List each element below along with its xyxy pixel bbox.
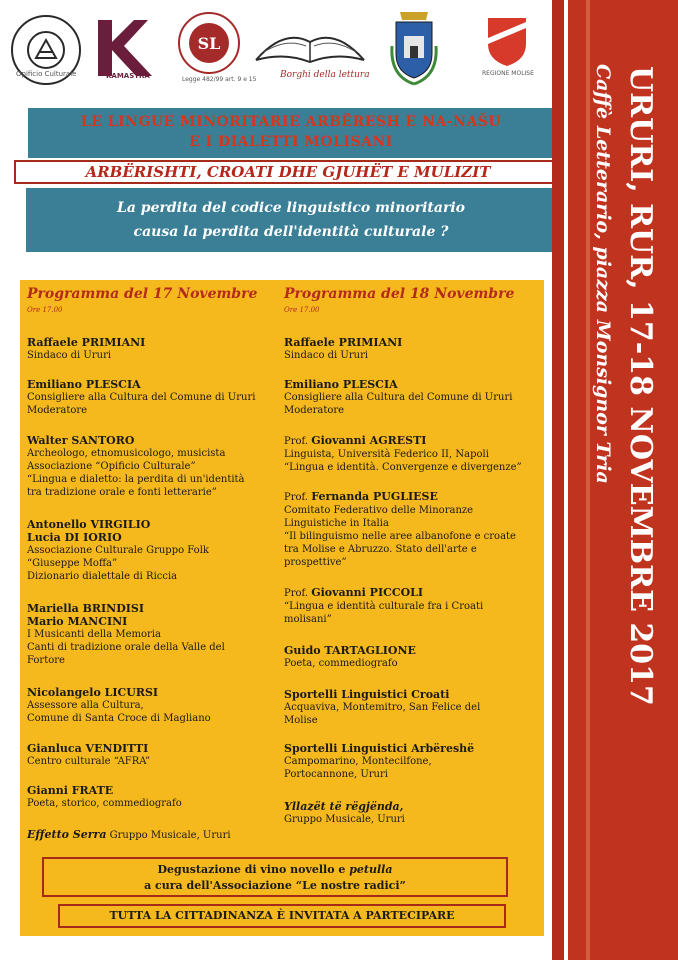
speaker-name: Emiliano PLESCIA xyxy=(27,378,141,391)
day-1-time: Ore 17.00 xyxy=(27,306,63,314)
speaker-name: Raffaele PRIMIANI xyxy=(284,336,403,349)
speaker-role: Linguistiche in Italia xyxy=(284,518,389,529)
talk-title: “Lingua e dialetto: la perdita di un'identità xyxy=(27,474,245,485)
speaker-name: Sportelli Linguistici Croati xyxy=(284,688,450,701)
speaker-name: Mario MANCINI xyxy=(27,615,128,628)
borghi-della-lettura-logo xyxy=(250,18,370,80)
list-item xyxy=(27,686,287,725)
side-date-title: URURI, RUR, 17-18 NOVEMBRE 2017 xyxy=(623,66,658,706)
program-panel xyxy=(20,280,544,936)
speaker-name: Yllazët të rëgjënda, xyxy=(284,800,404,813)
list-item xyxy=(284,586,544,626)
speaker-role: “Giuseppe Moffa” xyxy=(27,558,118,569)
list-item xyxy=(284,742,544,781)
talk-title: tra tradizione orale e fonti letterarie” xyxy=(27,487,217,498)
list-item xyxy=(284,688,544,727)
speaker-role: Centro culturale “AFRA” xyxy=(27,756,151,767)
talk-title: “Lingua e identità. Convergenze e divergenze” xyxy=(284,462,522,473)
talk-title: tra Molise e Abruzzo. Stato dell'arte e xyxy=(284,544,477,555)
speaker-role: Fortore xyxy=(27,655,65,666)
talk-title: prospettive” xyxy=(284,557,347,568)
side-venue: Caffè Letterario, piazza Monsignor Tria xyxy=(592,64,614,484)
speaker-title: Prof. xyxy=(284,588,312,599)
day-1-title: Programma del 17 Novembre xyxy=(27,286,258,302)
list-item xyxy=(27,828,287,842)
kamastra-label: KAMASTRA xyxy=(106,72,150,80)
speaker-role: Poeta, storico, commediografo xyxy=(27,798,182,809)
tasting-organizer: a cura dell'Associazione “Le nostre radici” xyxy=(144,879,406,892)
side-stripe-light xyxy=(586,0,590,960)
speaker-name: Guido TARTAGLIONE xyxy=(284,644,416,657)
speaker-role: Acquaviva, Montemitro, San Felice del xyxy=(284,702,481,713)
speaker-role: Archeologo, etnomusicologo, musicista xyxy=(27,448,226,459)
speaker-role: Linguista, Università Federico II, Napoli xyxy=(284,449,489,460)
speaker-role: Gruppo Musicale, Ururi xyxy=(106,830,231,841)
speaker-role: Associazione Culturale Gruppo Folk xyxy=(27,545,209,556)
speaker-role: Sindaco di Ururi xyxy=(27,350,112,361)
list-item xyxy=(27,742,287,768)
list-item xyxy=(284,434,544,474)
speaker-name: Gianni FRATE xyxy=(27,784,114,797)
speaker-name: Fernanda PUGLIESE xyxy=(311,490,438,503)
list-item xyxy=(27,518,287,583)
speaker-name: Sportelli Linguistici Arbëreshë xyxy=(284,742,475,755)
speaker-role: Gruppo Musicale, Ururi xyxy=(284,814,405,825)
subtitle-text: ARBËRISHTI, CROATI DHE GJUHËT E MULIZIT xyxy=(85,163,491,181)
tasting-petulla: petulla xyxy=(349,863,393,876)
speaker-name: Walter SANTORO xyxy=(27,434,135,447)
tasting-text: Degustazione di vino novello e xyxy=(157,863,350,876)
list-item xyxy=(284,644,544,670)
list-item xyxy=(27,784,287,810)
list-item xyxy=(284,800,544,826)
talk-title: “Lingua e identità culturale fra i Croati xyxy=(284,601,484,612)
invitation-box xyxy=(58,904,506,928)
list-item xyxy=(27,434,287,499)
opificio-culturale-logo xyxy=(8,12,84,92)
opificio-label: Opificio Culturale xyxy=(16,70,77,78)
comune-ururi-logo xyxy=(386,6,442,90)
question-banner xyxy=(26,188,556,252)
speaker-name: Gianluca VENDITTI xyxy=(27,742,149,755)
speaker-name: Mariella BRINDISI xyxy=(27,602,145,615)
list-item xyxy=(27,378,287,417)
list-item xyxy=(27,336,287,362)
speaker-role: Campomarino, Montecilfone, xyxy=(284,756,432,767)
speaker-name: Effetto Serra xyxy=(27,828,107,841)
talk-title: molisani” xyxy=(284,614,332,625)
kamastra-logo xyxy=(90,14,160,88)
molise-label: REGIONE MOLISE xyxy=(482,70,534,77)
speaker-name: Nicolangelo LICURSI xyxy=(27,686,159,699)
speaker-role: Dizionario dialettale di Riccia xyxy=(27,571,178,582)
speaker-role: Consigliere alla Cultura del Comune di Ururi xyxy=(284,392,513,403)
subtitle-banner xyxy=(14,160,562,184)
sportello-label: Legge 482/99 art. 9 e 15 xyxy=(182,76,257,83)
speaker-title: Prof. xyxy=(284,436,312,447)
day-2-time: Ore 17.00 xyxy=(284,306,320,314)
title-line-2: E I DIALETTI MOLISANI xyxy=(189,134,393,150)
speaker-role: Comitato Federativo delle Minoranze xyxy=(284,505,474,516)
speaker-name: Emiliano PLESCIA xyxy=(284,378,398,391)
speaker-role: Moderatore xyxy=(27,405,88,416)
speaker-role: Molise xyxy=(284,715,318,726)
title-banner xyxy=(28,108,554,158)
talk-title: “Il bilinguismo nelle aree albanofone e croate xyxy=(284,531,516,542)
svg-text:SL: SL xyxy=(197,34,221,53)
speaker-role: Assessore alla Cultura, xyxy=(27,700,144,711)
question-line-2: causa la perdita dell'identità culturale ? xyxy=(133,224,449,240)
title-line-1: LE LINGUE MINORITARIE ARBËRESH E NA-NAŠU xyxy=(80,114,502,130)
speaker-role: Moderatore xyxy=(284,405,345,416)
speaker-role: Sindaco di Ururi xyxy=(284,350,369,361)
speaker-role: Portocannone, Ururi xyxy=(284,769,388,780)
speaker-role: Comune di Santa Croce di Magliano xyxy=(27,713,211,724)
speaker-role: I Musicanti della Memoria xyxy=(27,629,161,640)
speaker-name: Lucia DI IORIO xyxy=(27,531,122,544)
speaker-name: Raffaele PRIMIANI xyxy=(27,336,146,349)
invitation-text: TUTTA LA CITTADINANZA È INVITATA A PARTECIPARE xyxy=(109,909,455,922)
speaker-name: Antonello VIRGILIO xyxy=(27,518,151,531)
tasting-box xyxy=(42,857,508,897)
speaker-role: Associazione “Opificio Culturale” xyxy=(27,461,196,472)
list-item xyxy=(284,378,544,417)
speaker-title: Prof. xyxy=(284,492,312,503)
side-stripe-dark xyxy=(552,0,564,960)
speaker-role: Consigliere alla Cultura del Comune di Ururi xyxy=(27,392,256,403)
speaker-name: Giovanni AGRESTI xyxy=(311,434,427,447)
speaker-name: Giovanni PICCOLI xyxy=(311,586,424,599)
list-item xyxy=(284,336,544,362)
list-item xyxy=(27,602,287,667)
regione-molise-logo xyxy=(482,14,534,77)
speaker-role: Poeta, commediografo xyxy=(284,658,398,669)
speaker-role: Canti di tradizione orale della Valle del xyxy=(27,642,225,653)
sportello-linguistico-logo xyxy=(176,10,257,83)
day-2-title: Programma del 18 Novembre xyxy=(284,286,515,302)
borghi-label: Borghi della lettura xyxy=(280,70,370,80)
list-item xyxy=(284,490,544,569)
question-line-1: La perdita del codice linguistico minoritario xyxy=(117,200,465,216)
